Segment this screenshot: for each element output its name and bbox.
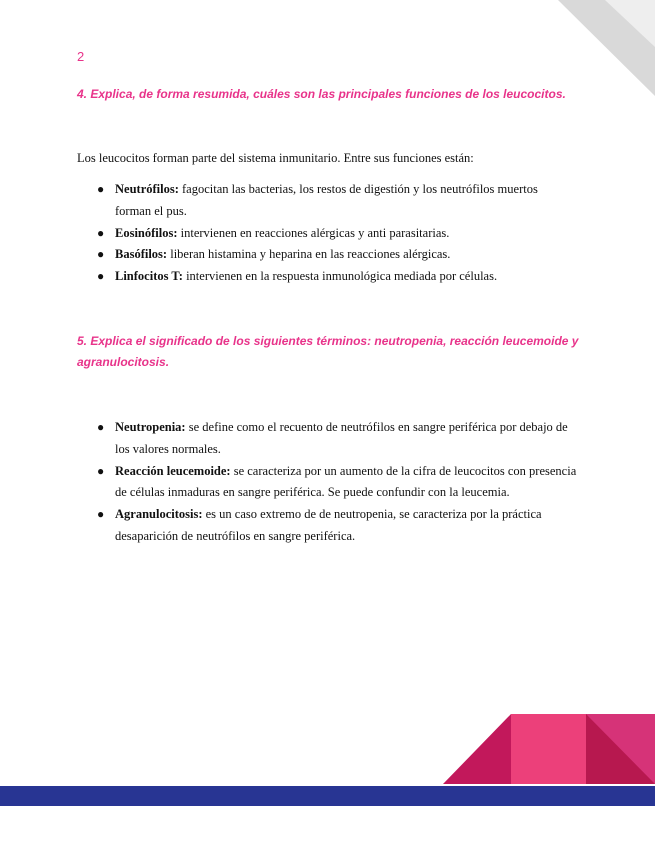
list-item — [0, 417, 580, 461]
answer-5-list — [0, 417, 580, 548]
answer-4-intro: Los leucocitos forman parte del sistema inmunitario. Entre sus funciones están: — [77, 151, 474, 165]
list-item-term: Agranulocitosis: — [115, 507, 203, 522]
question-5-title: 5. Explica el significado de los siguientes términos: neutropenia, reacción leucemoide y agranulocitosis. — [77, 334, 579, 369]
list-item — [0, 504, 580, 548]
list-item — [0, 223, 560, 245]
list-item-text: liberan histamina y heparina en las reacciones alérgicas. — [167, 247, 451, 262]
list-item-text: se define como el recuento de neutrófilos en sangre periférica por debajo de los valores normales. — [115, 420, 568, 456]
list-item-text: fagocitan las bacterias, los restos de digestión y los neutrófilos muertos forman el pus. — [115, 182, 538, 218]
footer-decoration — [0, 714, 655, 848]
list-item — [0, 179, 560, 223]
bullet-icon: ● — [97, 463, 105, 478]
bullet-icon: ● — [97, 420, 105, 434]
list-item — [0, 266, 560, 288]
list-item — [0, 244, 560, 266]
list-item — [0, 461, 580, 505]
corner-decoration — [558, 0, 655, 96]
list-item-text: se caracteriza por un aumento de la cifra de leucocitos con presencia de células inmaduras en sangre periférica. Se puede confundir con la leucemia. — [115, 463, 577, 500]
list-item-term: Eosinófilos: — [115, 225, 178, 240]
list-item-term: Reacción leucemoide: — [115, 463, 231, 478]
list-item-text: es un caso extremo de de neutropenia, se caracteriza por la práctica desaparición de neutrófilos en sangre periférica. — [115, 507, 542, 543]
list-item-term: Neutropenia: — [115, 420, 186, 434]
list-item-text: intervienen en reacciones alérgicas y anti parasitarias. — [177, 225, 450, 240]
bullet-icon: ● — [97, 269, 105, 284]
answer-4-list — [0, 179, 560, 288]
list-item-text: intervienen en la respuesta inmunológica mediada por células. — [182, 269, 498, 284]
bullet-icon: ● — [97, 247, 105, 262]
list-item-term: Basófilos: — [115, 247, 168, 262]
list-item-term: Neutrófilos: — [115, 182, 179, 196]
footer-bar — [0, 786, 655, 806]
page-number: 2 — [77, 49, 85, 64]
bullet-icon: ● — [97, 182, 105, 196]
question-4-title: 4. Explica, de forma resumida, cuáles son las principales funciones de los leucocitos. — [77, 87, 566, 101]
list-item-term: Linfocitos T: — [115, 269, 183, 284]
bullet-icon: ● — [97, 225, 105, 240]
bullet-icon: ● — [97, 507, 105, 522]
